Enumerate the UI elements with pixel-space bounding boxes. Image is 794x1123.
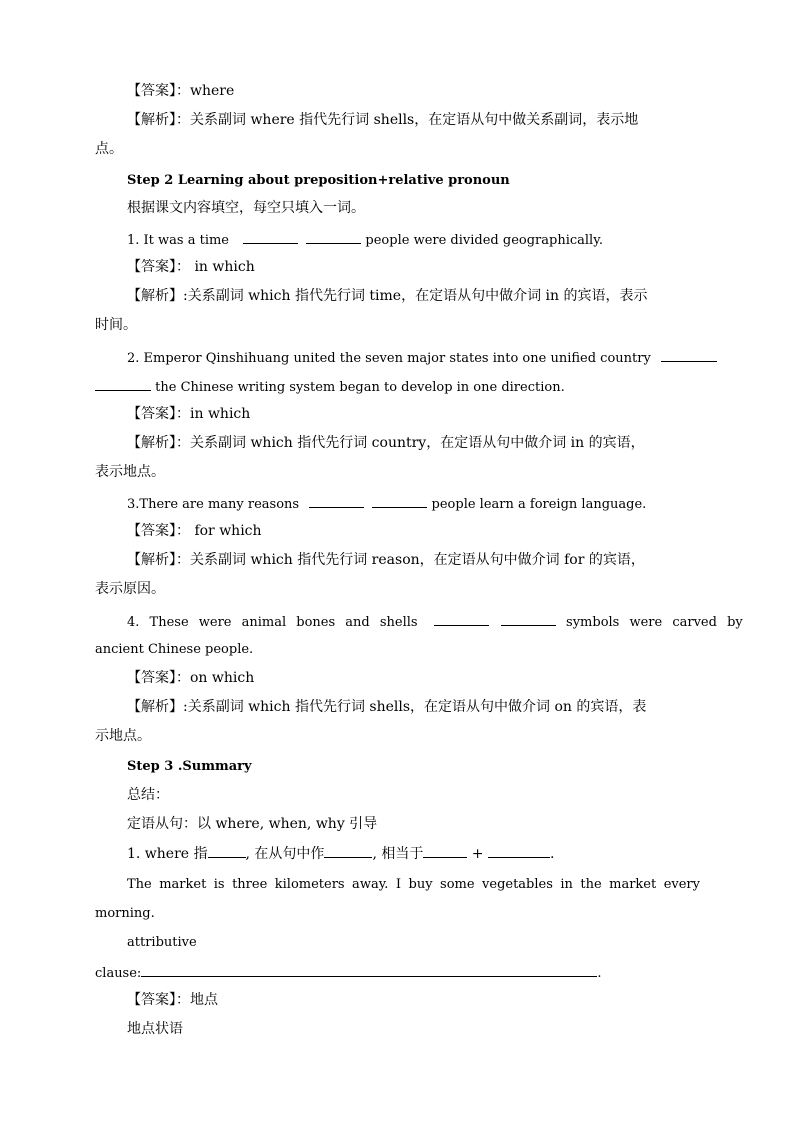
question-2: [127, 348, 700, 368]
example-sentence: [127, 876, 700, 894]
section-heading-step3: [127, 758, 700, 776]
answer-text: 【答案】：in which: [127, 406, 251, 422]
answer-line: [127, 82, 700, 100]
analysis-text: 时间。: [95, 317, 137, 333]
answer-blank[interactable]: [243, 230, 298, 244]
label-text: attributive: [127, 935, 197, 950]
question-text: people learn a foreign language.: [431, 497, 647, 512]
analysis-line: [127, 551, 700, 569]
heading-text: Step 2 Learning about preposition+relative pronoun: [127, 173, 510, 188]
analysis-text: 表示地点。: [95, 464, 165, 480]
summary-text: 总结：: [127, 787, 169, 803]
summary-text: , 在从句中作: [245, 846, 325, 862]
question-text: the Chinese writing system began to develop in one direction.: [155, 380, 565, 395]
section-heading-step2: [127, 172, 700, 190]
question-1: [127, 230, 700, 250]
answer-line: [127, 405, 700, 423]
answer-line: [127, 522, 700, 540]
instruction-line: [127, 199, 700, 217]
answer-text: 【答案】： in which: [127, 259, 255, 275]
summary-text: 1. where 指: [127, 846, 208, 862]
analysis-line: [127, 434, 700, 452]
question-text: 3.There are many reasons: [127, 497, 300, 512]
analysis-text: 【解析】：关系副词 which 指代先行词 country，在定语从句中做介词 in 的宾语，: [127, 435, 645, 451]
question-text: 2. Emperor Qinshihuang united the seven major states into one unified country: [127, 351, 651, 366]
analysis-text: 表示原因。: [95, 581, 165, 597]
summary-line: [127, 815, 700, 833]
example-text: The market is three kilometers away. I buy some vegetables in the market every: [127, 877, 700, 892]
attributive-label: [127, 934, 700, 952]
answer-text: 【答案】： for which: [127, 523, 262, 539]
answer-text: 【答案】：on which: [127, 670, 255, 686]
analysis-continuation: [95, 580, 700, 598]
instruction-text: 根据课文内容填空，每空只填入一词。: [127, 200, 365, 216]
analysis-text: 【解析】：关系副词 which 指代先行词 reason，在定语从句中做介词 for 的宾语，: [127, 552, 645, 568]
question-text: people were divided geographically.: [365, 233, 603, 248]
example-text: morning.: [95, 906, 155, 921]
analysis-line: [127, 287, 700, 305]
summary-text: , 相当于: [372, 846, 424, 862]
label-text: clause:: [95, 966, 142, 981]
analysis-continuation: [95, 140, 700, 158]
analysis-text: 示地点。: [95, 728, 151, 744]
answer-blank[interactable]: [208, 844, 246, 858]
label-text: .: [597, 966, 602, 981]
question-text: ancient Chinese people.: [95, 642, 254, 657]
answer-blank[interactable]: [95, 377, 151, 391]
answer-blank[interactable]: [309, 494, 364, 508]
analysis-line: [127, 698, 700, 716]
answer-blank[interactable]: [306, 230, 361, 244]
answer-blank[interactable]: [501, 612, 556, 626]
answer-blank[interactable]: [324, 844, 372, 858]
question-4: [127, 612, 743, 632]
summary-item-1: [127, 844, 700, 863]
heading-text: Step 3 .Summary: [127, 759, 252, 774]
summary-text: .: [549, 846, 555, 862]
summary-text: 定语从句：以 where, when, why 引导: [127, 816, 378, 832]
analysis-continuation: [95, 463, 700, 481]
question-3: [127, 494, 700, 514]
answer-line: [127, 669, 700, 687]
summary-label: [127, 786, 700, 804]
clause-line: [95, 963, 700, 983]
answer-text: 【答案】：where: [127, 83, 235, 99]
answer-line: [127, 258, 700, 276]
analysis-text: 【解析】：关系副词 where 指代先行词 shells，在定语从句中做关系副词，表示地: [127, 112, 639, 128]
answer-blank[interactable]: [488, 844, 550, 858]
clause-answer-blank[interactable]: [141, 963, 597, 977]
question-2-continuation: [95, 377, 700, 397]
question-text: 1. It was a time: [127, 233, 229, 248]
answer-blank[interactable]: [434, 612, 489, 626]
analysis-line: [127, 111, 700, 129]
answer-blank[interactable]: [423, 844, 467, 858]
analysis-continuation: [95, 727, 700, 745]
question-text: symbols were carved by: [566, 615, 743, 630]
question-text: 4. These were animal bones and shells: [127, 615, 418, 630]
summary-text: +: [471, 846, 484, 862]
answer-line: [127, 991, 700, 1009]
question-4-continuation: [95, 641, 700, 659]
answer-continuation: [127, 1020, 700, 1038]
example-continuation: [95, 905, 700, 923]
answer-text: 地点状语: [127, 1021, 183, 1037]
analysis-text: 【解析】:关系副词 which 指代先行词 shells，在定语从句中做介词 on 的宾语，表: [127, 699, 647, 715]
answer-blank[interactable]: [372, 494, 427, 508]
answer-blank[interactable]: [661, 348, 717, 362]
analysis-text: 【解析】:关系副词 which 指代先行词 time，在定语从句中做介词 in 的宾语，表示: [127, 288, 648, 304]
analysis-text: 点。: [95, 141, 123, 157]
analysis-continuation: [95, 316, 700, 334]
answer-text: 【答案】：地点: [127, 992, 218, 1008]
